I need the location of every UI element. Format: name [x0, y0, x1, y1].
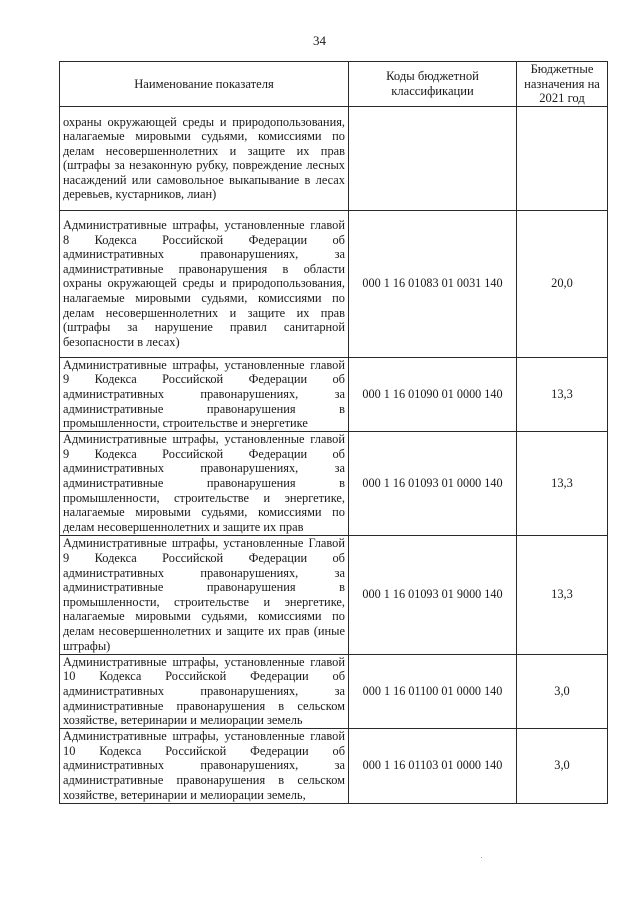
budget-revenue-table: [59, 61, 608, 804]
indicator-name-cell: Административные штрафы, установленные главой 9 Кодекса Российской Федерации об административных правонарушениях, за административные правонарушения в промышленности, строительстве и энергетике, налагаемые мировыми судьями, комиссиями по делам несовершеннолетних и защите их прав: [60, 431, 349, 535]
allocation-amount-cell: 20,0: [517, 210, 608, 357]
header-budget-code: Коды бюджетной классификации: [349, 62, 517, 107]
allocation-amount-cell: 3,0: [517, 654, 608, 728]
table-row: [60, 431, 608, 535]
budget-code-cell: [349, 106, 517, 210]
indicator-name-cell: Административные штрафы, установленные Главой 9 Кодекса Российской Федерации об административных правонарушениях, за административные правонарушения в промышленности, строительстве и энергетике, налагаемые мировыми судьями, комиссиями по делам несовершеннолетних и защите их прав (иные штрафы): [60, 535, 349, 654]
table-row: [60, 210, 608, 357]
budget-code-cell: 000 1 16 01100 01 0000 140: [349, 654, 517, 728]
indicator-name-cell: Административные штрафы, установленные главой 10 Кодекса Российской Федерации об административных правонарушениях, за административные правонарушения в сельском хозяйстве, ветеринарии и мелиорации земель: [60, 654, 349, 728]
indicator-name-cell: Административные штрафы, установленные главой 10 Кодекса Российской Федерации об административных правонарушениях, за административные правонарушения в сельском хозяйстве, ветеринарии и мелиорации земель,: [60, 728, 349, 803]
table-row: [60, 728, 608, 803]
budget-code-cell: 000 1 16 01093 01 9000 140: [349, 535, 517, 654]
table-row: [60, 106, 608, 210]
allocation-amount-cell: [517, 106, 608, 210]
allocation-amount-cell: 13,3: [517, 431, 608, 535]
budget-code-cell: 000 1 16 01083 01 0031 140: [349, 210, 517, 357]
scan-speck: [481, 857, 482, 858]
indicator-name-cell: Административные штрафы, установленные главой 9 Кодекса Российской Федерации об административных правонарушениях, за административные правонарушения в промышленности, строительстве и энергетике: [60, 357, 349, 431]
header-indicator-name: Наименование показателя: [60, 62, 349, 107]
budget-code-cell: 000 1 16 01093 01 0000 140: [349, 431, 517, 535]
table-row: [60, 654, 608, 728]
header-budget-allocation: Бюджетные назначения на 2021 год: [517, 62, 608, 107]
allocation-amount-cell: 3,0: [517, 728, 608, 803]
budget-code-cell: 000 1 16 01103 01 0000 140: [349, 728, 517, 803]
table-row: [60, 357, 608, 431]
table-header-row: [60, 62, 608, 107]
indicator-name-cell: охраны окружающей среды и природопользования, налагаемые мировыми судьями, комиссиями по делам несовершеннолетних и защите их прав (штрафы за незаконную рубку, повреждение лесных насаждений или самовольное выкапывание в лесах деревьев, кустарников, лиан): [60, 106, 349, 210]
budget-code-cell: 000 1 16 01090 01 0000 140: [349, 357, 517, 431]
page-number: 34: [313, 33, 326, 48]
allocation-amount-cell: 13,3: [517, 535, 608, 654]
table-row: [60, 535, 608, 654]
allocation-amount-cell: 13,3: [517, 357, 608, 431]
indicator-name-cell: Административные штрафы, установленные главой 8 Кодекса Российской Федерации об административных правонарушениях, за административные правонарушения в области охраны окружающей среды и природопользования, налагаемые мировыми судьями, комиссиями по делам несовершеннолетних и защите их прав (штрафы за нарушение правил санитарной безопасности в лесах): [60, 210, 349, 357]
